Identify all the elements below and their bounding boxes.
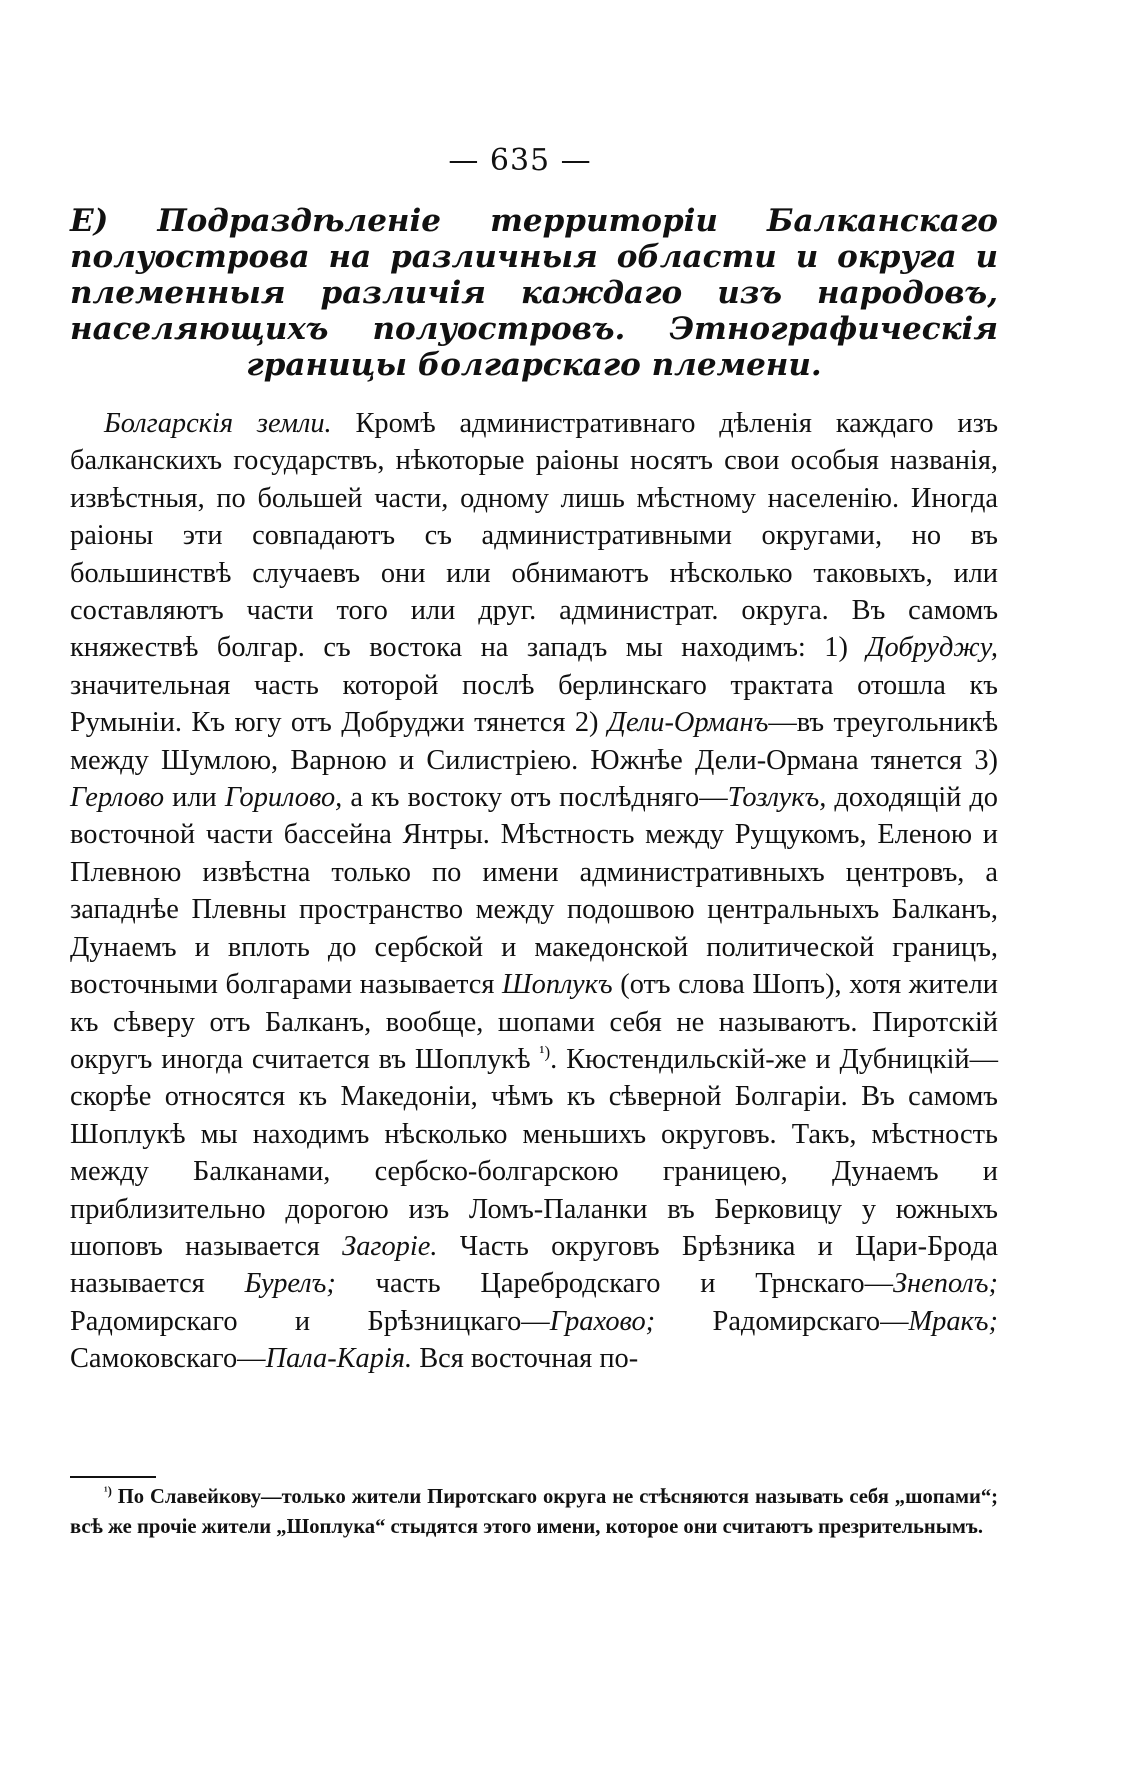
section-heading: E) Подраздѣленіе территоріи Балканскаго полуострова на различныя области и округа и племенныя различія каждаго изъ народовъ, населяющихъ полуостровъ. Этнографическія границы болгарскаго племени. <box>70 203 998 383</box>
italic-term: Тозлукъ, <box>727 782 827 814</box>
text-run: Вся восточная по- <box>412 1343 639 1375</box>
footnote-reference: ¹) <box>539 1042 551 1062</box>
italic-term: Горилово, <box>224 782 343 814</box>
text-run: или <box>164 782 225 814</box>
text-run: —въ треугольникѣ между Шумлою, Варною и Силистріею. Южнѣе Дели-Ормана тянется 3) <box>70 707 998 776</box>
page-number: — 635 — <box>448 143 592 178</box>
text-run: часть Царебродскаго и Трнскаго— <box>335 1268 893 1300</box>
italic-term: Загоріе. <box>342 1230 438 1262</box>
footnote-marker: ¹) <box>104 1484 112 1499</box>
footnote <box>70 1482 998 1542</box>
text-run: Радомирскаго— <box>655 1305 909 1337</box>
italic-term: Знеполъ; <box>893 1268 998 1300</box>
italic-term: Грахово; <box>549 1305 656 1337</box>
italic-term: Бурелъ; <box>244 1268 336 1300</box>
footnote-divider <box>70 1476 156 1478</box>
italic-term: Шоплукъ <box>502 969 613 1001</box>
body-paragraph <box>70 405 998 1378</box>
italic-term: Герлово <box>70 782 165 814</box>
italic-term: Мракъ; <box>908 1305 998 1337</box>
text-run: Радомирскаго и Брѣзницкаго— <box>70 1305 550 1337</box>
italic-term: Дели-Орманъ <box>607 707 769 739</box>
italic-term: Добруджу, <box>866 632 998 664</box>
italic-term: Болгарскія земли. <box>104 408 332 439</box>
text-run: . Кюстендильскій-же и Дубницкій—скорѣе относятся къ Македоніи, чѣмъ къ сѣверной Болгаріи. Въ самомъ Шоплукѣ мы находимъ нѣсколько меньшихъ округовъ. Такъ, мѣстность между Балканами, сербско-болгарскою границею, Дунаемъ и приблизительно дорогою изъ Ломъ-Паланки въ Берковицу у южныхъ шоповъ называется <box>70 1043 998 1262</box>
footnote-text: По Славейкову—только жители Пиротскаго округа не стѣсняются называть себя „шопами“; всѣ же прочіе жители „Шоплука“ стыдятся этого имени, которое они считаютъ презрительнымъ. <box>70 1486 998 1538</box>
text-run: (отъ слова Шопъ), хотя жители къ сѣверу отъ Балканъ, вообще, шопами себя не называютъ. Пиротскій округъ иногда считается въ Шоплукѣ <box>70 969 998 1075</box>
text-run: Самоковскаго— <box>70 1343 266 1375</box>
text-run: Часть округовъ Брѣзника и Цари-Брода называется <box>70 1230 999 1300</box>
italic-term: Пала-Карія. <box>265 1343 413 1375</box>
text-run: доходящій до восточной части бассейна Янтры. Мѣстность между Рущукомъ, Еленою и Плевною извѣстна только по имени административныхъ центровъ, а западнѣе Плевны пространство между подошвою центральныхъ Балканъ, Дунаемъ и вплоть до сербской и македонской политической границъ, восточными болгарами называется <box>70 782 998 1001</box>
text-run: а къ востоку отъ послѣдняго— <box>342 782 728 814</box>
text-run: значительная часть которой послѣ берлинскаго трактата отошла къ Румыніи. Къ югу отъ Добруджи тянется 2) <box>70 669 998 739</box>
text-run: Кромѣ административнаго дѣленія каждаго изъ балканскихъ государствъ, нѣкоторые раіоны носятъ свои особыя названія, извѣстныя, по большей части, одному лишь мѣстному населенію. Иногда раіоны эти совпадаютъ съ административными округами, но въ большинствѣ случаевъ они или обнимаютъ нѣсколько таковыхъ, или составляютъ части того или друг. администрат. округа. Въ самомъ княжествѣ болгар. съ востока на западъ мы находимъ: 1) <box>70 408 999 664</box>
